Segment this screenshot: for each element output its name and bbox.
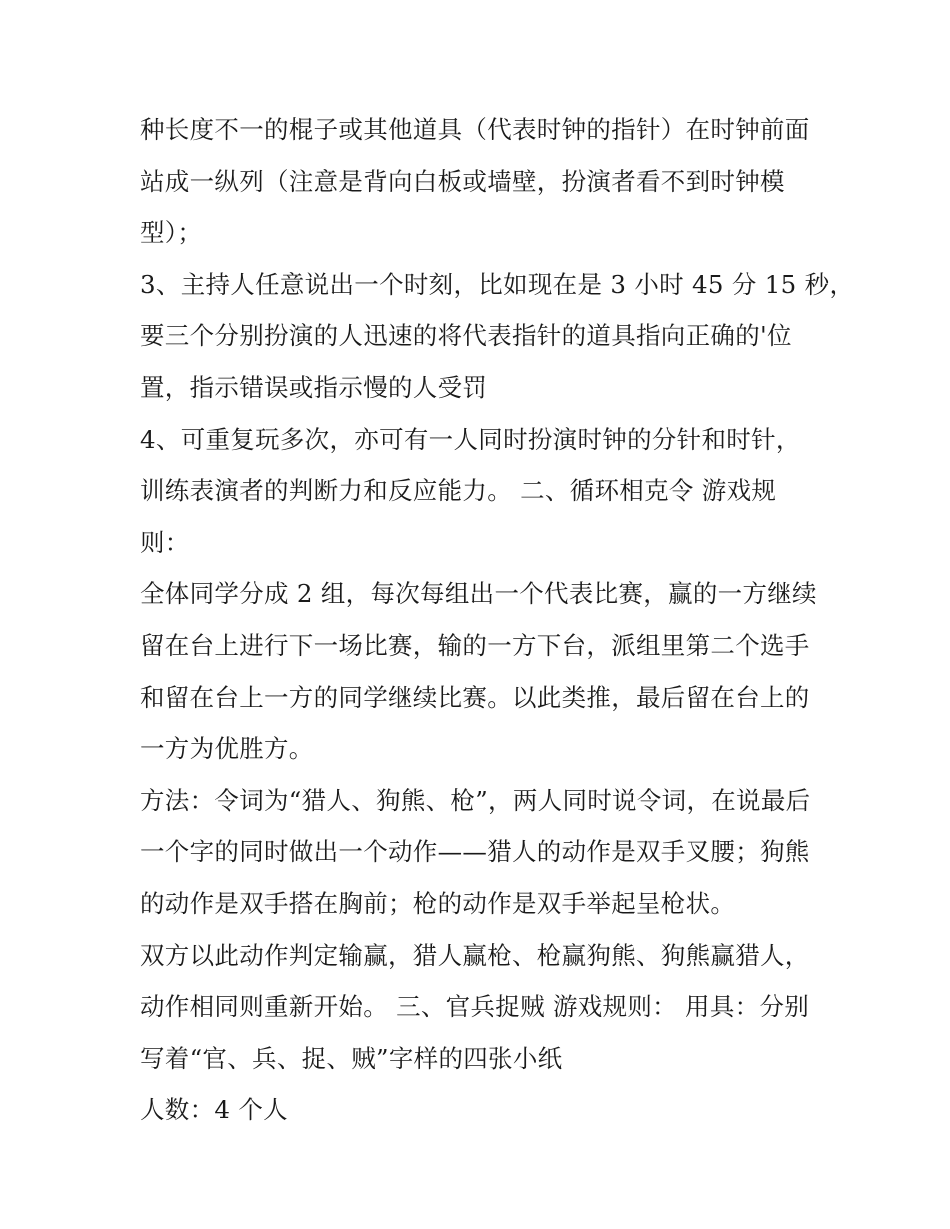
text-line: 站成一纵列（注意是背向白板或墙壁，扮演者看不到时钟模 (140, 166, 785, 196)
text-line: 动作相同则重新开始。 三、官兵捉贼 游戏规则： 用具：分别 (140, 992, 810, 1022)
text-line: 一方为优胜方。 (140, 734, 314, 764)
text-line: 和留在台上一方的同学继续比赛。以此类推，最后留在台上的 (140, 682, 810, 712)
text-line: 型）； (140, 218, 203, 248)
document-body (140, 104, 855, 1136)
text-line: 3、主持人任意说出一个时刻，比如现在是 3 小时 45 分 15 秒， (140, 269, 855, 299)
text-line: 种长度不一的棍子或其他道具（代表时钟的指针）在时钟前面 (140, 115, 810, 144)
text-line: 一个字的同时做出一个动作——猎人的动作是双手叉腰；狗熊 (140, 837, 810, 867)
text-line: 置，指示错误或指示慢的人受罚 (140, 372, 488, 402)
text-line: 则： (140, 527, 190, 557)
text-line: 全体同学分成 2 组，每次每组出一个代表比赛，赢的一方继续 (140, 579, 817, 609)
text-line: 写着“官、兵、捉、贼”字样的四张小纸 (140, 1043, 563, 1073)
text-line: 训练表演者的判断力和反应能力。 二、循环相克令 游戏规 (140, 476, 777, 506)
text-line: 双方以此动作判定输赢，猎人赢枪、枪赢狗熊、狗熊赢猎人， (140, 940, 810, 970)
text-line: 方法：令词为“猎人、狗熊、枪”，两人同时说令词，在说最后 (140, 785, 811, 815)
text-line: 4、可重复玩多次，亦可有一人同时扮演时钟的分针和时针， (140, 424, 801, 454)
text-line: 的动作是双手搭在胸前；枪的动作是双手举起呈枪状。 (140, 888, 736, 918)
text-line: 人数：4 个人 (140, 1095, 288, 1125)
text-line: 要三个分别扮演的人迅速的将代表指针的道具指向正确的'位 (140, 321, 792, 351)
text-line: 留在台上进行下一场比赛，输的一方下台，派组里第二个选手 (140, 630, 810, 660)
